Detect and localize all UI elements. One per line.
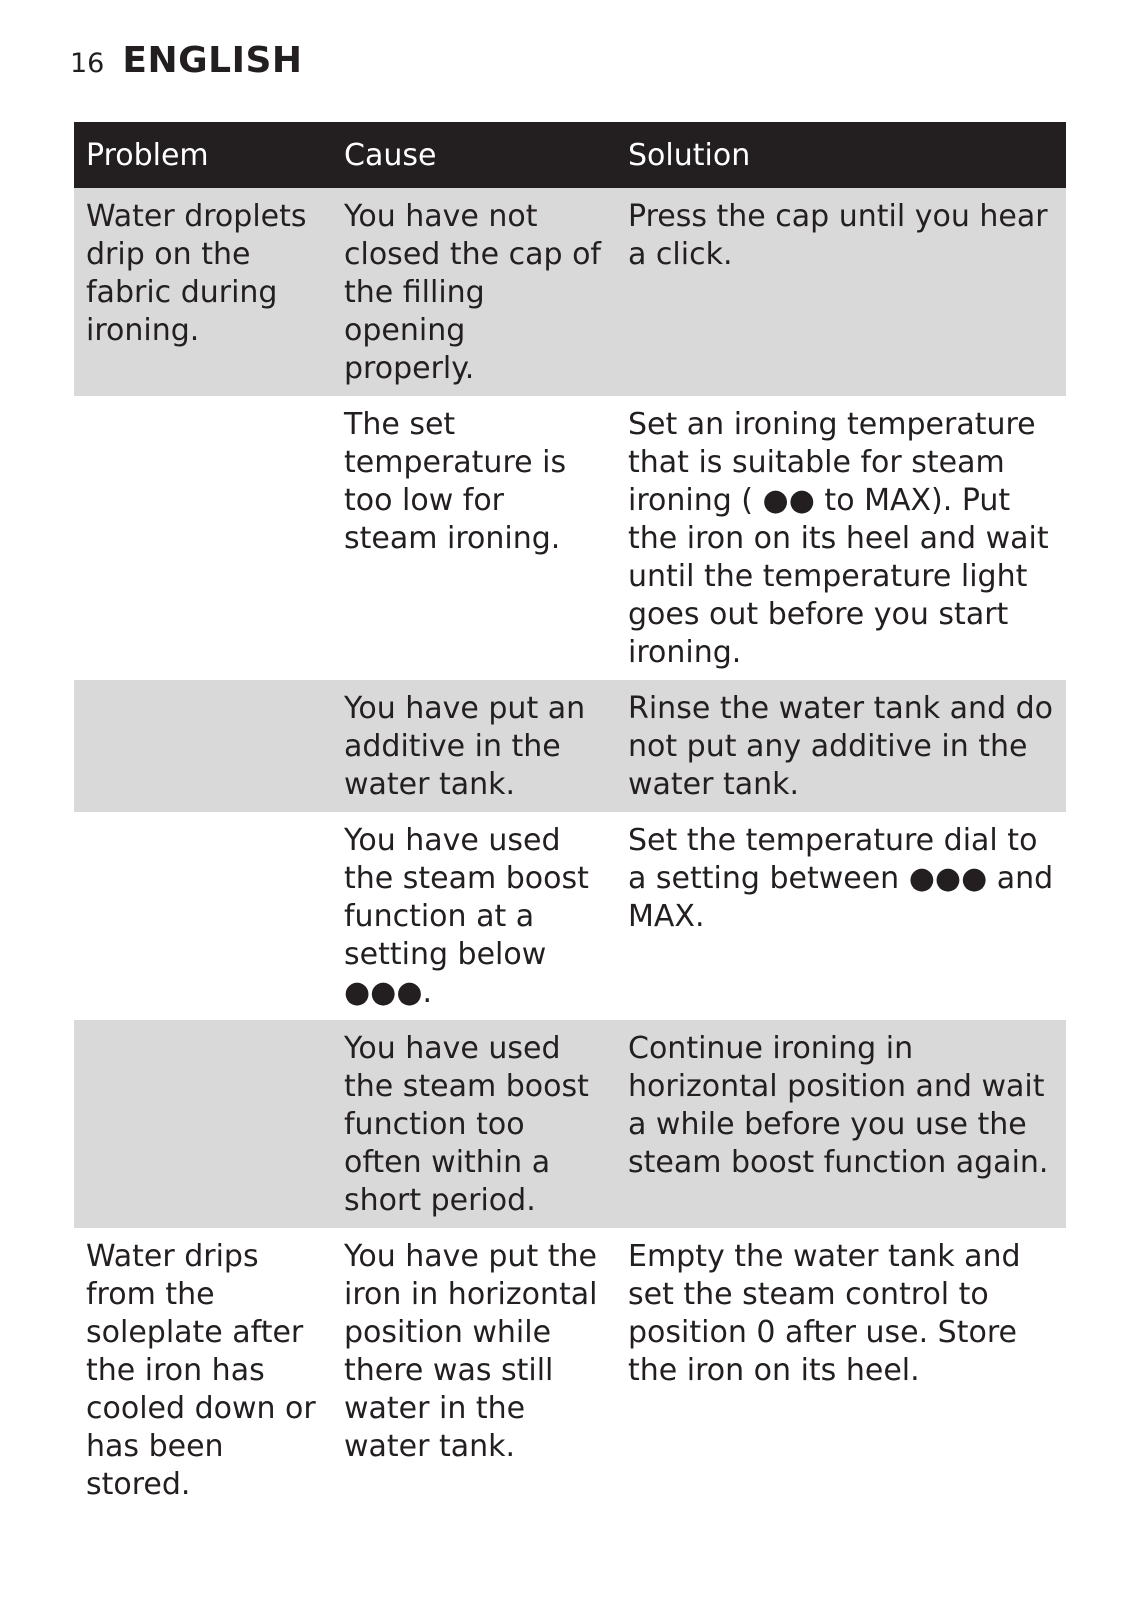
cell-solution: Rinse the water tank and do not put any additive in the water tank. bbox=[616, 680, 1066, 812]
table-row bbox=[74, 396, 1066, 680]
cell-problem bbox=[74, 812, 332, 1020]
table-row bbox=[74, 812, 1066, 1020]
cell-cause: You have used the steam boost function too often within a short period. bbox=[332, 1020, 616, 1228]
cell-solution: Press the cap until you hear a click. bbox=[616, 188, 1066, 396]
cell-problem: Water drips from the soleplate after the iron has cooled down or has been stored. bbox=[74, 1228, 332, 1512]
column-header-cause: Cause bbox=[332, 122, 616, 188]
troubleshooting-table-container bbox=[74, 122, 1066, 1512]
cell-problem: Water droplets drip on the fabric during ironing. bbox=[74, 188, 332, 396]
table-row bbox=[74, 680, 1066, 812]
table-header-row bbox=[74, 122, 1066, 188]
cell-solution: Empty the water tank and set the steam control to position 0 after use. Store the iron on its heel. bbox=[616, 1228, 1066, 1512]
cell-problem bbox=[74, 680, 332, 812]
cell-solution: Set an ironing temperature that is suitable for steam ironing ( ●● to MAX). Put the iron on its heel and wait until the temperature light goes out before you start ironing. bbox=[616, 396, 1066, 680]
column-header-solution: Solution bbox=[616, 122, 1066, 188]
section-language-title: ENGLISH bbox=[122, 40, 303, 81]
table-row bbox=[74, 1228, 1066, 1512]
table-row bbox=[74, 1020, 1066, 1228]
cell-problem bbox=[74, 1020, 332, 1228]
cell-solution: Set the temperature dial to a setting between ●●● and MAX. bbox=[616, 812, 1066, 1020]
cell-solution: Continue ironing in horizontal position and wait a while before you use the steam boost function again. bbox=[616, 1020, 1066, 1228]
page-number: 16 bbox=[70, 48, 105, 79]
column-header-problem: Problem bbox=[74, 122, 332, 188]
cell-cause: You have put an additive in the water tank. bbox=[332, 680, 616, 812]
cell-cause: You have used the steam boost function at a setting below ●●●. bbox=[332, 812, 616, 1020]
table-row bbox=[74, 188, 1066, 396]
table-header bbox=[74, 122, 1066, 188]
troubleshooting-table bbox=[74, 122, 1066, 1512]
page-header bbox=[70, 40, 303, 90]
cell-problem bbox=[74, 396, 332, 680]
table-body bbox=[74, 188, 1066, 1512]
cell-cause: You have put the iron in horizontal position while there was still water in the water tank. bbox=[332, 1228, 616, 1512]
cell-cause: The set temperature is too low for steam ironing. bbox=[332, 396, 616, 680]
cell-cause: You have not closed the cap of the filling opening properly. bbox=[332, 188, 616, 396]
